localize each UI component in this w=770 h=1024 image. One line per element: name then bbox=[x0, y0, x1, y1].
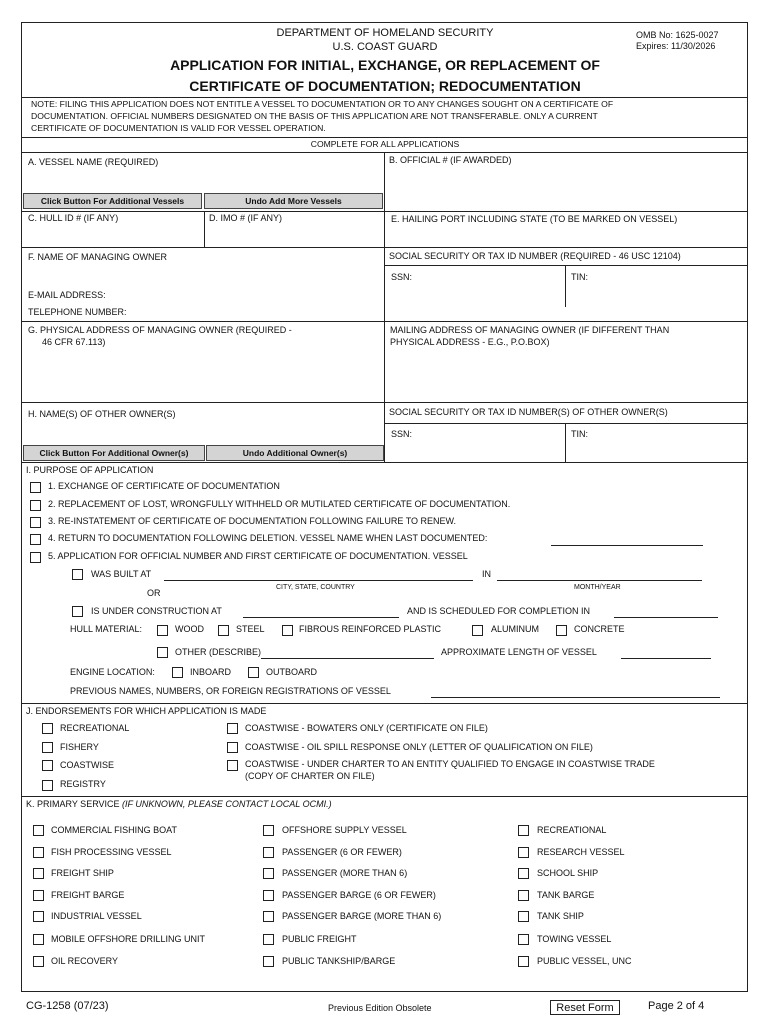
bowaters-checkbox[interactable] bbox=[227, 723, 238, 734]
charter-label: COASTWISE - UNDER CHARTER TO AN ENTITY QUALIFIED TO ENGAGE IN COASTWISE TRADE bbox=[245, 759, 655, 769]
steel-checkbox[interactable] bbox=[218, 625, 229, 636]
aluminum-checkbox[interactable] bbox=[472, 625, 483, 636]
service-checkbox[interactable] bbox=[518, 934, 529, 945]
ssn-label: SSN: bbox=[391, 272, 413, 282]
service-label: PUBLIC FREIGHT bbox=[282, 934, 357, 944]
official-number-input[interactable] bbox=[388, 170, 744, 210]
service-checkbox[interactable] bbox=[518, 847, 529, 858]
complete-all-heading: COMPLETE FOR ALL APPLICATIONS bbox=[310, 139, 460, 149]
purpose-2-label: 2. REPLACEMENT OF LOST, WRONGFULLY WITHHELD OR MUTILATED CERTIFICATE OF DOCUMENTATION. bbox=[48, 499, 511, 509]
note-line2: DOCUMENTATION. OFFICIAL NUMBERS DESIGNATED ON THE BASIS OF THIS APPLICATION ARE NOT TRANSFERABLE. ONLY A CURRENT bbox=[31, 111, 598, 121]
service-checkbox[interactable] bbox=[263, 847, 274, 858]
previous-names-label: PREVIOUS NAMES, NUMBERS, OR FOREIGN REGISTRATIONS OF VESSEL bbox=[70, 686, 391, 696]
service-label: COMMERCIAL FISHING BOAT bbox=[51, 825, 178, 835]
form-title-line2: CERTIFICATE OF DOCUMENTATION; REDOCUMENTATION bbox=[189, 78, 581, 94]
service-checkbox[interactable] bbox=[263, 890, 274, 901]
construction-location-input[interactable] bbox=[243, 617, 399, 618]
service-label: MOBILE OFFSHORE DRILLING UNIT bbox=[51, 934, 206, 944]
built-location-input[interactable] bbox=[164, 580, 473, 581]
purpose-3-label: 3. RE-INSTATEMENT OF CERTIFICATE OF DOCUMENTATION FOLLOWING FAILURE TO RENEW. bbox=[48, 516, 457, 526]
agency-name: U.S. COAST GUARD bbox=[332, 41, 438, 53]
was-built-label: WAS BUILT AT bbox=[91, 569, 152, 579]
service-checkbox[interactable] bbox=[263, 934, 274, 945]
engine-location-label: ENGINE LOCATION: bbox=[70, 667, 155, 677]
oil-spill-label: COASTWISE - OIL SPILL RESPONSE ONLY (LETTER OF QUALIFICATION ON FILE) bbox=[245, 742, 593, 752]
last-documented-name-input[interactable] bbox=[551, 545, 703, 546]
under-construction-checkbox[interactable] bbox=[72, 606, 83, 617]
purpose-3-checkbox[interactable] bbox=[30, 517, 41, 528]
approx-length-input[interactable] bbox=[621, 658, 711, 659]
phone-label: TELEPHONE NUMBER: bbox=[28, 307, 127, 317]
vessel-name-input[interactable] bbox=[24, 170, 382, 192]
service-checkbox[interactable] bbox=[33, 911, 44, 922]
hull-material-label: HULL MATERIAL: bbox=[70, 624, 143, 634]
physical-address-label: G. PHYSICAL ADDRESS OF MANAGING OWNER (REQUIRED - bbox=[28, 325, 292, 335]
outboard-checkbox[interactable] bbox=[248, 667, 259, 678]
service-label: PASSENGER BARGE (MORE THAN 6) bbox=[282, 911, 442, 921]
service-label: PUBLIC TANKSHIP/BARGE bbox=[282, 956, 396, 966]
service-label: RECREATIONAL bbox=[537, 825, 607, 835]
ssn-other-label: SSN: bbox=[391, 429, 413, 439]
service-label: OIL RECOVERY bbox=[51, 956, 119, 966]
ssn-tax-other-label: SOCIAL SECURITY OR TAX ID NUMBER(S) OF OTHER OWNER(S) bbox=[389, 407, 668, 417]
service-checkbox[interactable] bbox=[33, 934, 44, 945]
add-owners-button[interactable]: Click Button For Additional Owner(s) bbox=[23, 445, 205, 461]
service-checkbox[interactable] bbox=[518, 911, 529, 922]
service-checkbox[interactable] bbox=[33, 956, 44, 967]
reset-form-button[interactable]: Reset Form bbox=[550, 1000, 620, 1015]
inboard-label: INBOARD bbox=[190, 667, 232, 677]
scheduled-label: AND IS SCHEDULED FOR COMPLETION IN bbox=[407, 606, 591, 616]
service-label: PASSENGER (MORE THAN 6) bbox=[282, 868, 408, 878]
built-date-input[interactable] bbox=[497, 580, 702, 581]
dept-name: DEPARTMENT OF HOMELAND SECURITY bbox=[276, 27, 494, 39]
service-label: PASSENGER BARGE (6 OR FEWER) bbox=[282, 890, 436, 900]
service-label: INDUSTRIAL VESSEL bbox=[51, 911, 142, 921]
email-label: E-MAIL ADDRESS: bbox=[28, 290, 106, 300]
previous-names-input[interactable] bbox=[431, 697, 720, 698]
managing-owner-label: F. NAME OF MANAGING OWNER bbox=[28, 252, 168, 262]
undo-owners-button[interactable]: Undo Additional Owner(s) bbox=[206, 445, 384, 461]
bowaters-label: COASTWISE - BOWATERS ONLY (CERTIFICATE ON FILE) bbox=[245, 723, 488, 733]
service-checkbox[interactable] bbox=[263, 868, 274, 879]
service-label: PASSENGER (6 OR FEWER) bbox=[282, 847, 402, 857]
official-number-label: B. OFFICIAL # (IF AWARDED) bbox=[389, 155, 512, 165]
endorsements-heading: J. ENDORSEMENTS FOR WHICH APPLICATION IS MADE bbox=[26, 706, 267, 716]
city-state-caption: CITY, STATE, COUNTRY bbox=[276, 584, 355, 591]
service-checkbox[interactable] bbox=[33, 847, 44, 858]
other-material-input[interactable] bbox=[261, 658, 434, 659]
note-line1: NOTE: FILING THIS APPLICATION DOES NOT ENTITLE A VESSEL TO DOCUMENTATION OR TO ANY CHANGES SOUGHT ON A CERTIFICATE OF bbox=[31, 99, 614, 109]
service-label: FISH PROCESSING VESSEL bbox=[51, 847, 172, 857]
service-checkbox[interactable] bbox=[518, 956, 529, 967]
other-material-checkbox[interactable] bbox=[157, 647, 168, 658]
recreational-endorsement-checkbox[interactable] bbox=[42, 723, 53, 734]
purpose-5-checkbox[interactable] bbox=[30, 552, 41, 563]
tin-label: TIN: bbox=[571, 272, 588, 282]
service-checkbox[interactable] bbox=[518, 825, 529, 836]
primary-service-heading-text: K. PRIMARY SERVICE bbox=[26, 799, 123, 809]
fishery-checkbox[interactable] bbox=[42, 742, 53, 753]
service-label: SCHOOL SHIP bbox=[537, 868, 599, 878]
omb-number: OMB No: 1625-0027 bbox=[636, 30, 719, 40]
purpose-4-label: 4. RETURN TO DOCUMENTATION FOLLOWING DELETION. VESSEL NAME WHEN LAST DOCUMENTED: bbox=[48, 533, 488, 543]
tin-other-label: TIN: bbox=[571, 429, 588, 439]
service-checkbox[interactable] bbox=[33, 868, 44, 879]
concrete-label: CONCRETE bbox=[574, 624, 625, 634]
ssn-tax-label: SOCIAL SECURITY OR TAX ID NUMBER (REQUIRED - 46 USC 12104) bbox=[389, 251, 681, 261]
undo-vessels-button[interactable]: Undo Add More Vessels bbox=[204, 193, 383, 209]
other-owners-label: H. NAME(S) OF OTHER OWNER(S) bbox=[28, 409, 176, 419]
service-checkbox[interactable] bbox=[263, 825, 274, 836]
coastwise-label: COASTWISE bbox=[60, 760, 115, 770]
service-label: TANK SHIP bbox=[537, 911, 584, 921]
purpose-5-label: 5. APPLICATION FOR OFFICIAL NUMBER AND FIRST CERTIFICATE OF DOCUMENTATION. VESSEL bbox=[48, 551, 468, 561]
page-number: Page 2 of 4 bbox=[648, 1000, 705, 1012]
mailing-address-label: MAILING ADDRESS OF MANAGING OWNER (IF DIFFERENT THAN bbox=[390, 325, 670, 335]
primary-service-heading-note: (IF UNKNOWN, PLEASE CONTACT LOCAL OCMI.) bbox=[122, 799, 332, 809]
purpose-1-label: 1. EXCHANGE OF CERTIFICATE OF DOCUMENTATION bbox=[48, 481, 280, 491]
purpose-heading: I. PURPOSE OF APPLICATION bbox=[26, 465, 154, 475]
physical-address-label-2: 46 CFR 67.113) bbox=[42, 337, 106, 347]
service-label: RESEARCH VESSEL bbox=[537, 847, 625, 857]
steel-label: STEEL bbox=[236, 624, 265, 634]
oil-spill-checkbox[interactable] bbox=[227, 742, 238, 753]
recreational-endorsement-label: RECREATIONAL bbox=[60, 723, 130, 733]
hailing-port-label: E. HAILING PORT INCLUDING STATE (TO BE MARKED ON VESSEL) bbox=[391, 214, 678, 224]
service-label: OFFSHORE SUPPLY VESSEL bbox=[282, 825, 407, 835]
service-checkbox[interactable] bbox=[33, 825, 44, 836]
service-label: FREIGHT BARGE bbox=[51, 890, 125, 900]
frp-checkbox[interactable] bbox=[282, 625, 293, 636]
service-checkbox[interactable] bbox=[33, 890, 44, 901]
mailing-address-label-2: PHYSICAL ADDRESS - E.G., P.O.BOX) bbox=[390, 337, 550, 347]
charter-checkbox[interactable] bbox=[227, 760, 238, 771]
charter-label-2: (COPY OF CHARTER ON FILE) bbox=[245, 771, 375, 781]
fishery-label: FISHERY bbox=[60, 742, 99, 752]
service-label: TOWING VESSEL bbox=[537, 934, 612, 944]
inboard-checkbox[interactable] bbox=[172, 667, 183, 678]
hull-id-label: C. HULL ID # (IF ANY) bbox=[28, 213, 119, 223]
note-line3: CERTIFICATE OF DOCUMENTATION IS VALID FOR VESSEL OPERATION. bbox=[31, 123, 326, 133]
primary-service-heading bbox=[26, 799, 332, 810]
registry-label: REGISTRY bbox=[60, 779, 106, 789]
completion-date-input[interactable] bbox=[614, 617, 718, 618]
wood-label: WOOD bbox=[175, 624, 204, 634]
or-label: OR bbox=[147, 588, 161, 598]
in-label: IN bbox=[482, 569, 491, 579]
previous-edition-note: Previous Edition Obsolete bbox=[328, 1003, 432, 1013]
purpose-2-checkbox[interactable] bbox=[30, 500, 41, 511]
imo-label: D. IMO # (IF ANY) bbox=[209, 213, 283, 223]
omb-expires: Expires: 11/30/2026 bbox=[636, 41, 716, 51]
vessel-name-label: A. VESSEL NAME (REQUIRED) bbox=[28, 157, 159, 167]
form-number: CG-1258 (07/23) bbox=[26, 1000, 109, 1012]
aluminum-label: ALUMINUM bbox=[491, 624, 540, 634]
other-material-label: OTHER (DESCRIBE) bbox=[175, 647, 262, 657]
form-title-line1: APPLICATION FOR INITIAL, EXCHANGE, OR REPLACEMENT OF bbox=[170, 57, 600, 73]
add-vessels-button[interactable]: Click Button For Additional Vessels bbox=[23, 193, 202, 209]
service-label: PUBLIC VESSEL, UNC bbox=[537, 956, 632, 966]
outboard-label: OUTBOARD bbox=[266, 667, 318, 677]
purpose-4-checkbox[interactable] bbox=[30, 534, 41, 545]
month-year-caption: MONTH/YEAR bbox=[574, 584, 621, 591]
frp-label: FIBROUS REINFORCED PLASTIC bbox=[299, 624, 442, 634]
registry-checkbox[interactable] bbox=[42, 780, 53, 791]
service-checkbox[interactable] bbox=[518, 890, 529, 901]
service-label: TANK BARGE bbox=[537, 890, 595, 900]
purpose-1-checkbox[interactable] bbox=[30, 482, 41, 493]
service-label: FREIGHT SHIP bbox=[51, 868, 114, 878]
service-checkbox[interactable] bbox=[518, 868, 529, 879]
coastwise-checkbox[interactable] bbox=[42, 760, 53, 771]
wood-checkbox[interactable] bbox=[157, 625, 168, 636]
was-built-checkbox[interactable] bbox=[72, 569, 83, 580]
concrete-checkbox[interactable] bbox=[556, 625, 567, 636]
approx-length-label: APPROXIMATE LENGTH OF VESSEL bbox=[441, 647, 597, 657]
service-checkbox[interactable] bbox=[263, 911, 274, 922]
under-construction-label: IS UNDER CONSTRUCTION AT bbox=[91, 606, 222, 616]
service-checkbox[interactable] bbox=[263, 956, 274, 967]
